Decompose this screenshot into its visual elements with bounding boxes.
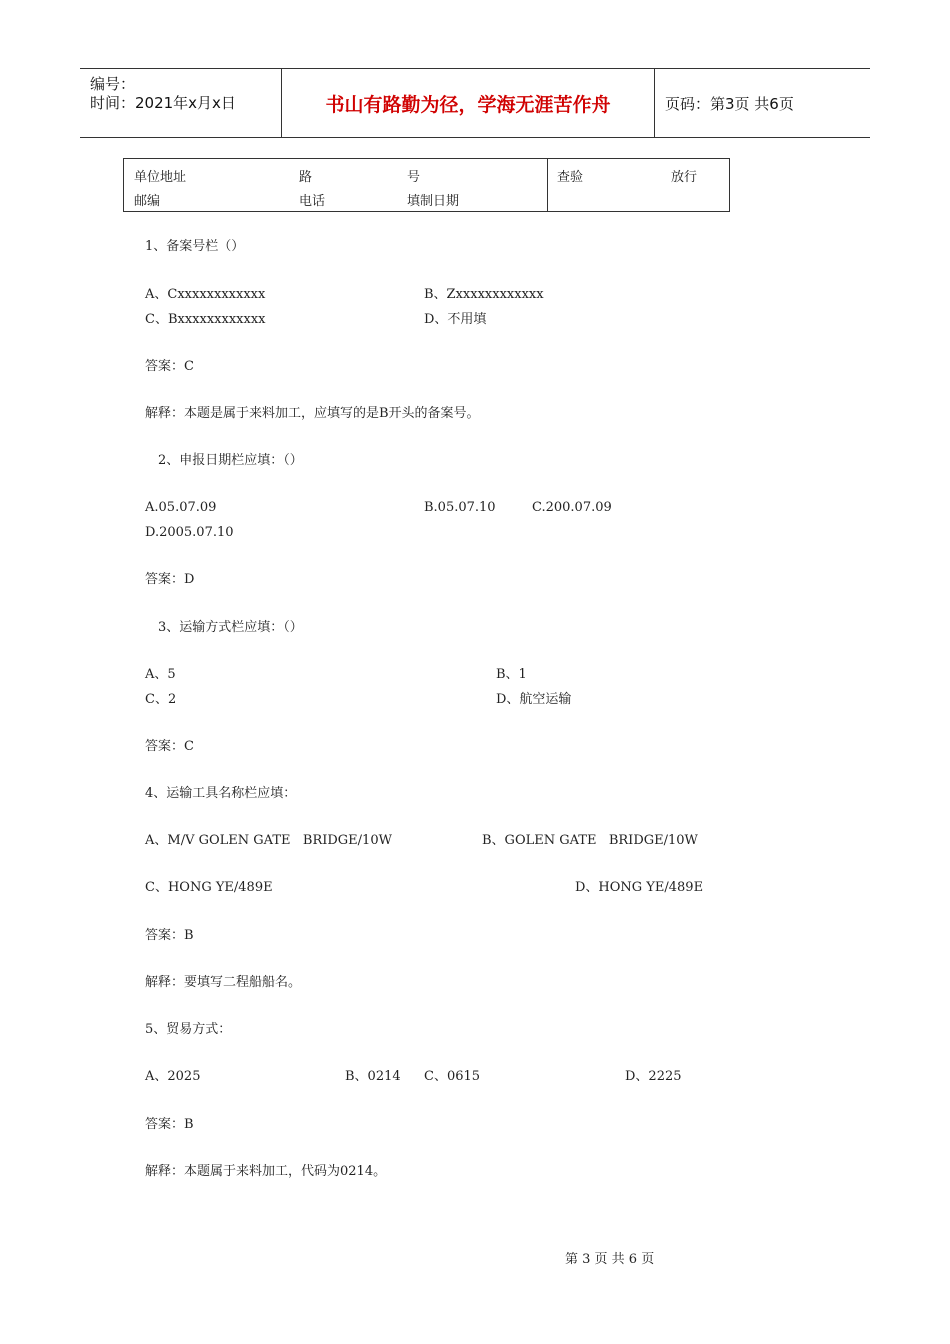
- q1-option-c: C、Bxxxxxxxxxxxx: [145, 312, 266, 327]
- q2-option-a: A.05.07.09: [145, 500, 217, 515]
- number-label: 号: [407, 170, 421, 185]
- q3-question: 3、运输方式栏应填：（）: [158, 620, 303, 635]
- q5-option-b: B、0214: [345, 1069, 401, 1084]
- q5-option-d: D、2225: [625, 1069, 682, 1084]
- unit-address-label: 单位地址: [134, 170, 187, 185]
- q3-option-a: A、5: [145, 667, 176, 682]
- page-header: [80, 68, 870, 138]
- q1-option-b: B、Zxxxxxxxxxxxx: [424, 287, 544, 302]
- phone-label: 电话: [299, 194, 326, 209]
- postcode-label: 邮编: [134, 194, 161, 209]
- q3-option-b: B、1: [496, 667, 527, 682]
- q1-explanation: 解释：本题是属于来料加工，应填写的是B开头的备案号。: [145, 406, 480, 421]
- doc-date: 时间：2021年x月x日: [90, 94, 236, 112]
- header-motto: 书山有路勤为径，学海无涯苦作舟: [282, 69, 655, 137]
- q4-question: 4、运输工具名称栏应填：: [145, 786, 297, 801]
- q4-answer: 答案：B: [145, 928, 194, 943]
- q5-explanation: 解释：本题属于来料加工，代码为0214。: [145, 1164, 387, 1179]
- doc-number-label: 编号：: [90, 75, 136, 93]
- q4-option-d: D、HONG YE/489E: [575, 880, 704, 895]
- inspect-label: 查验: [557, 170, 584, 185]
- q3-option-c: C、2: [145, 692, 177, 707]
- q4-explanation: 解释：要填写二程船船名。: [145, 975, 302, 990]
- q2-question: 2、申报日期栏应填：（）: [158, 453, 303, 468]
- road-label: 路: [299, 170, 313, 185]
- release-label: 放行: [671, 170, 698, 185]
- q5-question: 5、贸易方式：: [145, 1022, 232, 1037]
- q5-option-a: A、2025: [145, 1069, 201, 1084]
- q1-option-d: D、不用填: [424, 312, 487, 327]
- q1-option-a: A、Cxxxxxxxxxxxx: [145, 287, 266, 302]
- q3-answer: 答案：C: [145, 739, 194, 754]
- table-divider: [547, 159, 548, 211]
- q5-option-c: C、0615: [424, 1069, 481, 1084]
- q1-question: 1、备案号栏（）: [145, 239, 245, 254]
- fill-date-label: 填制日期: [407, 194, 460, 209]
- q1-answer: 答案：C: [145, 359, 194, 374]
- page-footer: 第 3 页 共 6 页: [565, 1252, 655, 1267]
- q2-option-c: C.200.07.09: [532, 500, 612, 515]
- q4-option-a: A、M/V GOLEN GATE BRIDGE/10W: [145, 833, 392, 848]
- q3-option-d: D、航空运输: [496, 692, 572, 707]
- q4-option-c: C、HONG YE/489E: [145, 880, 273, 895]
- header-page-info: 页码：第3页 共6页: [665, 94, 794, 113]
- q5-answer: 答案：B: [145, 1117, 194, 1132]
- q2-option-b: B.05.07.10: [424, 500, 496, 515]
- q4-option-b: B、GOLEN GATE BRIDGE/10W: [482, 833, 698, 848]
- q2-answer: 答案：D: [145, 572, 195, 587]
- q2-option-d: D.2005.07.10: [145, 525, 234, 540]
- header-meta: [80, 69, 282, 137]
- form-table: [123, 158, 730, 212]
